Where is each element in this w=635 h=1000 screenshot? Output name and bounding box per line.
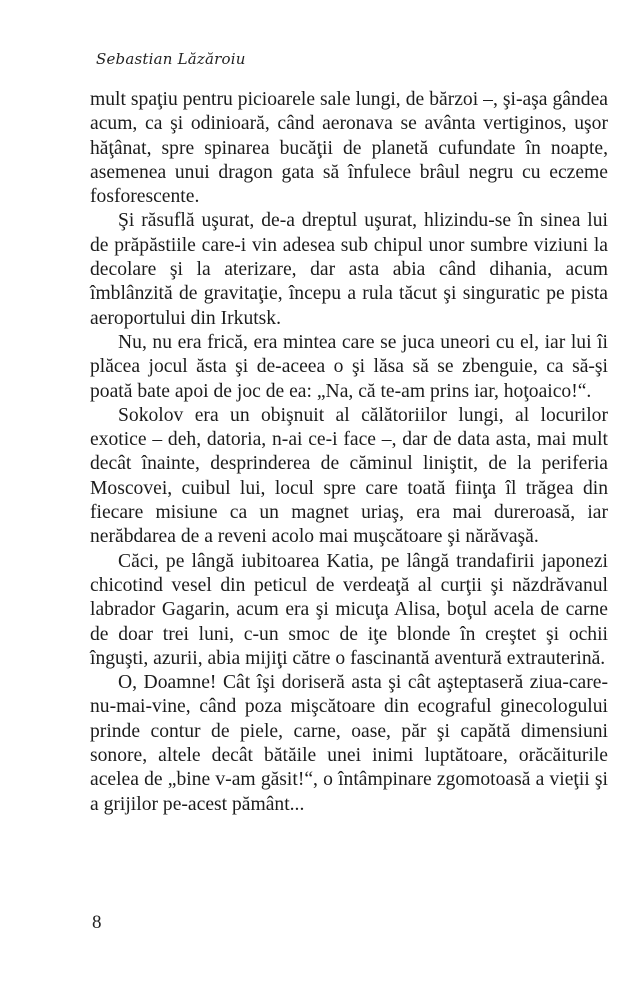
page-number: 8 [92,912,102,933]
paragraph: Căci, pe lângă iubitoarea Katia, pe lângă trandafirii japonezi chicotind vesel din peticul de verdeaţă al curţii şi năzdrăvanul labrador Gagarin, acum era şi micuţa Alisa, boţul acela de carne de doar trei luni, c-un smoc de iţe blonde în creştet şi ochii înguşti, azurii, abia mijiţi către o fascinantă aventură extrauterină. [90,550,608,669]
paragraph: O, Doamne! Cât îşi doriseră asta şi cât aşteptaseră ziua-care-nu-mai-vine, când poza mişcătoare din ecograful ginecologului prinde contur de piele, carne, oase, păr şi capătă dimensiuni sonore, altele decât bătăile unei inimi luptătoare, orăcăiturile acelea de „bine v-am găsit!“, o întâmpinare zgomotoasă a vieţii şi a grijilor pe-acest pământ... [90,672,608,815]
running-head-author: Sebastian Lăzăroiu [96,50,246,68]
paragraph: Şi răsuflă uşurat, de-a dreptul uşurat, hlizindu-se în sinea lui de prăpăstiile care-i vin adesea sub chipul unor sumbre viziuni la decolare şi la aterizare, dar asta abia când dihania, acum îmblânzită de gravitaţie, începu a rula tăcut şi singuratic pe pista aeroportului din Irkutsk. [90,210,608,329]
paragraph-continued: mult spaţiu pentru picioarele sale lungi, de bărzoi –, şi-aşa gândea acum, ca şi odinioară, când aeronava se avânta vertiginos, uşor hăţânat, spre spinarea bucăţii de planetă cufundate în noapte, asemenea unui dragon gata să înfulece brâul negru cu eczeme fosforescente. [90,89,608,208]
paragraph: Sokolov era un obişnuit al călătoriilor lungi, al locurilor exotice – deh, datoria, n-ai ce-i face –, dar de data asta, mai mult decât înainte, desprinderea de căminul liniştit, de la periferia Moscovei, cuibul lui, locul spre care toată fiinţa îl trăgea din fiecare misiune ca un magnet uriaş, era mai dureroasă, iar nerăbdarea de a reveni acolo mai muşcătoare şi nărăvaşă. [90,404,608,548]
body-text [90,88,608,817]
paragraph: Nu, nu era frică, era mintea care se juca uneori cu el, iar lui îi plăcea jocul ăsta şi de-aceea o şi lăsa să se zbenguie, ca să-şi poată bate apoi de joc de ea: „Na, că te-am prins iar, hoţoaico!“. [90,331,608,402]
